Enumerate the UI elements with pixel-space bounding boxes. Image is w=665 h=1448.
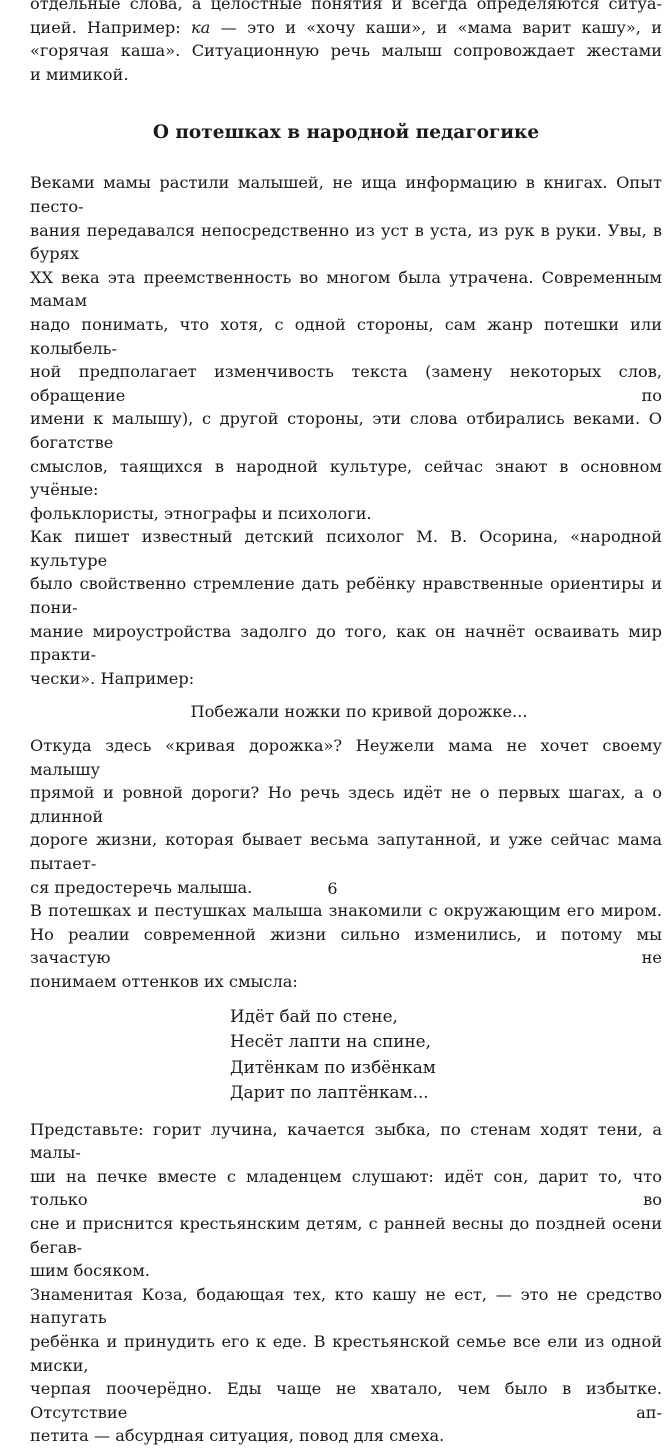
intro-line: отдельные слова, а целостные понятия и всегда определяются ситуа- — [30, 0, 662, 13]
intro-paragraph — [30, 0, 662, 86]
text-line: ся предостеречь малыша. — [30, 877, 253, 897]
text-line: понимаем оттенков их смысла: — [30, 971, 298, 991]
paragraph-3 — [30, 734, 662, 899]
emphasized-word: ка — [191, 17, 211, 37]
text-line: шим босяком. — [30, 1261, 150, 1281]
intro-line: цией. Например: ка — это и «хочу каши», и «мама варит кашу», и — [30, 17, 662, 37]
text-line: петита — абсурдная ситуация, повод для смеха. — [30, 1426, 445, 1446]
paragraph-4 — [30, 899, 662, 993]
text-line: дороге жизни, которая бывает весьма запутанной, и уже сейчас мама пытает- — [30, 830, 662, 873]
section-heading: О потешках в народной педагогике — [152, 122, 540, 144]
intro-line: и мимикой. — [30, 64, 129, 84]
paragraph-2 — [30, 525, 662, 690]
text-line: вания передавался непосредственно из уст в уста, из рук в руки. Увы, в бурях — [30, 220, 662, 264]
text-line: мание мироустройства задолго до того, как он начнёт осваивать мир практи- — [30, 621, 662, 665]
poem — [230, 1004, 662, 1106]
page-content — [30, 0, 662, 1448]
poem-line: Несёт лапти на спине, — [230, 1031, 431, 1052]
paragraph-6 — [30, 1283, 662, 1448]
text-line: Веками мамы растили малышей, не ища информацию в книгах. Опыт песто- — [30, 173, 662, 216]
text-line: ребёнка и принудить его к еде. В крестьянской семье все ели из одной миски, — [30, 1331, 662, 1375]
text-line: Представьте: горит лучина, качается зыбка, по стенам ходят тени, а малы- — [30, 1119, 662, 1163]
quote-line: Побежали ножки по кривой дорожке... — [190, 702, 528, 722]
text-line: прямой и ровной дороги? Но речь здесь идёт не о первых шагах, а о длинной — [30, 783, 662, 826]
text-line: ши на печке вместе с младенцем слушают: идёт сон, дарит то, что только во — [30, 1166, 662, 1210]
poem-line: Идёт бай по стене, — [230, 1005, 398, 1026]
paragraph-1 — [30, 171, 662, 525]
intro-line: «горячая каша». Ситуационную речь малыш сопровождает жестами — [30, 41, 662, 61]
text-line: надо понимать, что хотя, с одной стороны, сам жанр потешки или колыбель- — [30, 314, 662, 358]
text-line: Знаменитая Коза, бодающая тех, кто кашу не ест, — это не средство напугать — [30, 1284, 662, 1328]
text-line: сне и приснится крестьянским детям, с ранней весны до поздней осени бегав- — [30, 1213, 662, 1257]
text-line: Откуда здесь «кривая дорожка»? Неужели мама не хочет своему малышу — [30, 736, 662, 779]
text-line: смыслов, таящихся в народной культуре, сейчас знают в основном учёные: — [30, 456, 662, 500]
text-line: было свойственно стремление дать ребёнку нравственные ориентиры и пони- — [30, 574, 662, 618]
text-line: фольклористы, этнографы и психологи. — [30, 503, 372, 523]
poem-line: Дарит по лаптёнкам... — [230, 1082, 429, 1103]
text-line: Как пишет известный детский психолог М. В. Осорина, «народной культуре — [30, 527, 662, 570]
text-line: В потешках и пестушках малыша знакомили с окружающим его миром. — [30, 901, 662, 921]
text-line: ной предполагает изменчивость текста (замену некоторых слов, обращение по — [30, 362, 662, 405]
text-line: черпая поочерёдно. Еды чаще не хватало, чем было в избытке. Отсутствие ап- — [30, 1379, 662, 1422]
poem-line: Дитёнкам по избёнкам — [230, 1056, 436, 1077]
text-line: Но реалии современной жизни сильно изменились, и потому мы зачастую не — [30, 924, 662, 968]
text-line: чески». Например: — [30, 668, 195, 688]
page-number: 6 — [327, 879, 338, 898]
text-line: имени к малышу), с другой стороны, эти слова отбирались веками. О богатстве — [30, 409, 662, 452]
paragraph-5 — [30, 1118, 662, 1283]
text-line: XX века эта преемственность во многом была утрачена. Современным мамам — [30, 267, 662, 311]
